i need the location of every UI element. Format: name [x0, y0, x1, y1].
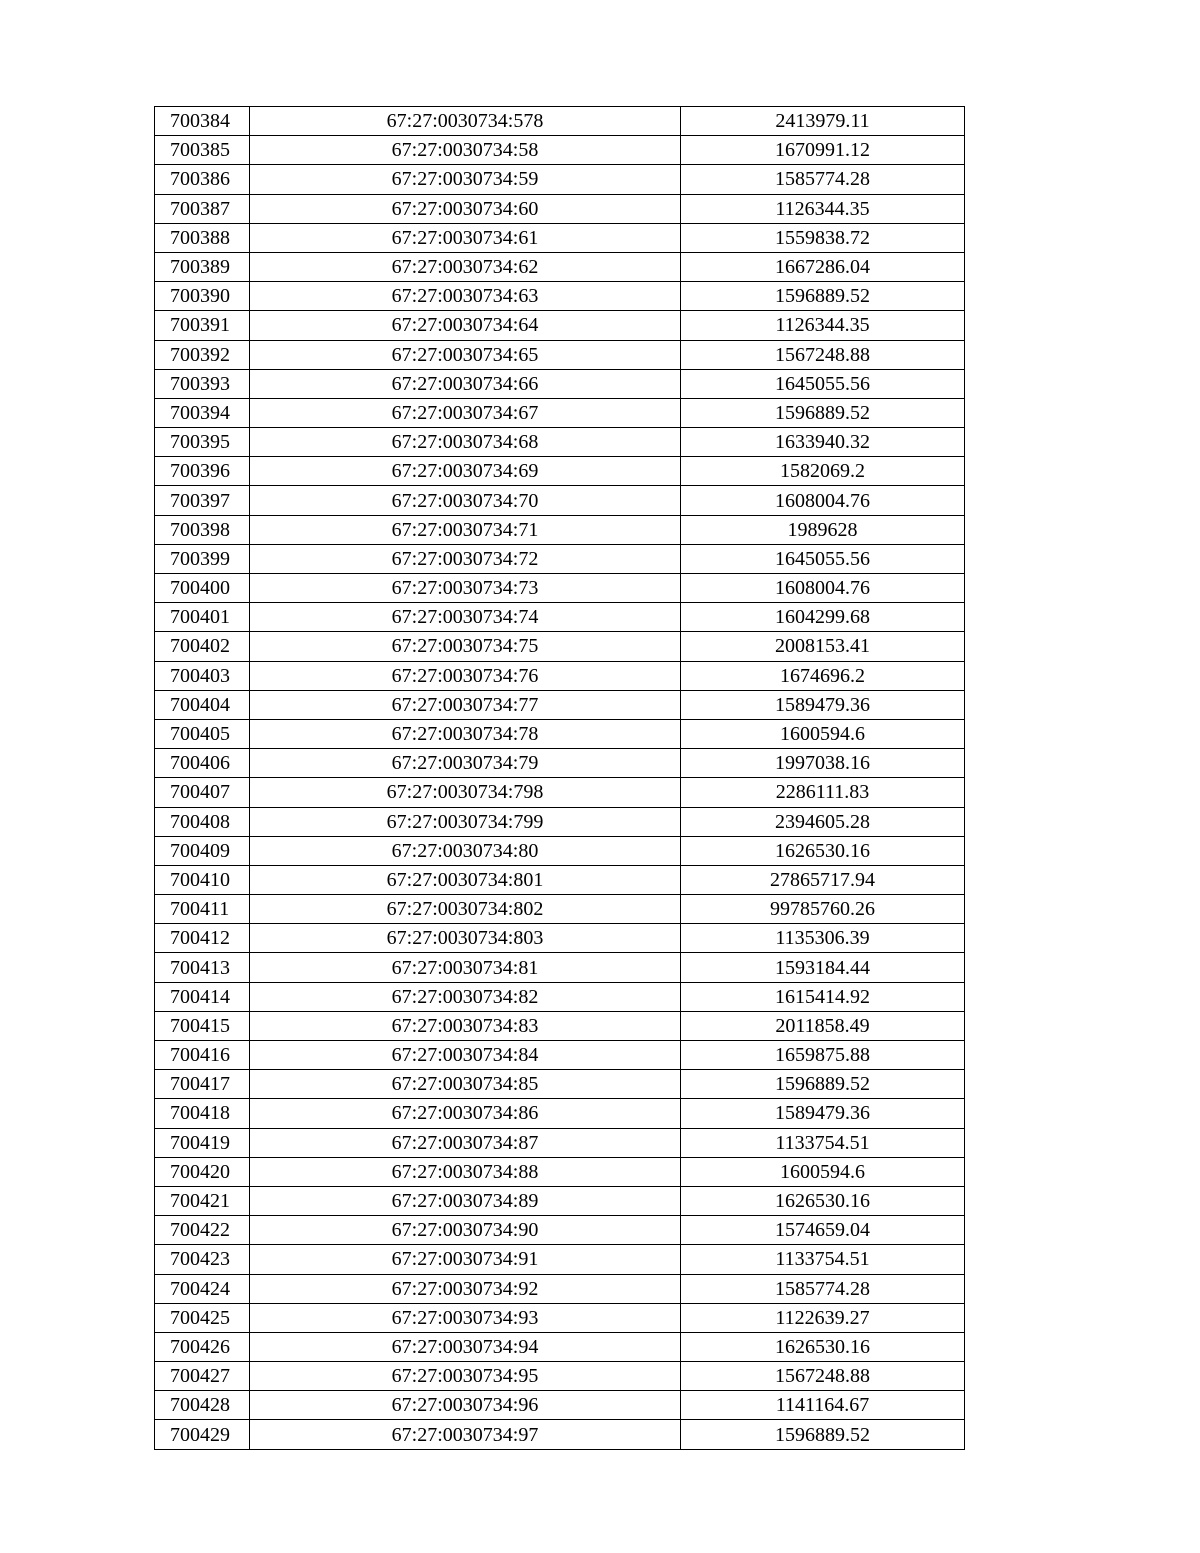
cadastral-number-cell: 67:27:0030734:88 [250, 1157, 681, 1186]
cadastral-number-cell: 67:27:0030734:63 [250, 282, 681, 311]
row-number-cell: 700409 [155, 836, 250, 865]
cadastral-number-cell: 67:27:0030734:799 [250, 807, 681, 836]
table-row [155, 1157, 965, 1186]
table-row [155, 924, 965, 953]
table-row [155, 282, 965, 311]
cadastral-value-cell: 1122639.27 [681, 1303, 965, 1332]
row-number-cell: 700418 [155, 1099, 250, 1128]
cadastral-value-cell: 1596889.52 [681, 398, 965, 427]
row-number-cell: 700398 [155, 515, 250, 544]
table-row [155, 603, 965, 632]
table-row [155, 1099, 965, 1128]
table-row [155, 574, 965, 603]
table-row [155, 1216, 965, 1245]
cadastral-number-cell: 67:27:0030734:59 [250, 165, 681, 194]
cadastral-value-cell: 1589479.36 [681, 690, 965, 719]
cadastral-value-cell: 1997038.16 [681, 749, 965, 778]
cadastral-number-cell: 67:27:0030734:65 [250, 340, 681, 369]
table-row [155, 544, 965, 573]
cadastral-value-cell: 2011858.49 [681, 1011, 965, 1040]
cadastral-number-cell: 67:27:0030734:94 [250, 1332, 681, 1361]
table-row [155, 107, 965, 136]
row-number-cell: 700397 [155, 486, 250, 515]
row-number-cell: 700386 [155, 165, 250, 194]
cadastral-number-cell: 67:27:0030734:86 [250, 1099, 681, 1128]
cadastral-number-cell: 67:27:0030734:92 [250, 1274, 681, 1303]
table-row [155, 865, 965, 894]
table-body [155, 107, 965, 1450]
cadastral-number-cell: 67:27:0030734:74 [250, 603, 681, 632]
cadastral-value-cell: 1126344.35 [681, 311, 965, 340]
cadastral-number-cell: 67:27:0030734:71 [250, 515, 681, 544]
cadastral-value-cell: 1626530.16 [681, 1332, 965, 1361]
cadastral-number-cell: 67:27:0030734:82 [250, 982, 681, 1011]
cadastral-value-cell: 1559838.72 [681, 223, 965, 252]
cadastral-value-cell: 1574659.04 [681, 1216, 965, 1245]
cadastral-number-cell: 67:27:0030734:66 [250, 369, 681, 398]
cadastral-value-cell: 1659875.88 [681, 1041, 965, 1070]
cadastral-value-cell: 1989628 [681, 515, 965, 544]
cadastral-value-cell: 1567248.88 [681, 1362, 965, 1391]
cadastral-number-cell: 67:27:0030734:801 [250, 865, 681, 894]
table-row [155, 194, 965, 223]
table-row [155, 165, 965, 194]
cadastral-value-cell: 1608004.76 [681, 486, 965, 515]
row-number-cell: 700396 [155, 457, 250, 486]
cadastral-value-cell: 1135306.39 [681, 924, 965, 953]
row-number-cell: 700411 [155, 895, 250, 924]
row-number-cell: 700391 [155, 311, 250, 340]
row-number-cell: 700419 [155, 1128, 250, 1157]
cadastral-number-cell: 67:27:0030734:67 [250, 398, 681, 427]
cadastral-number-cell: 67:27:0030734:58 [250, 136, 681, 165]
row-number-cell: 700408 [155, 807, 250, 836]
cadastral-number-cell: 67:27:0030734:96 [250, 1391, 681, 1420]
row-number-cell: 700390 [155, 282, 250, 311]
table-row [155, 398, 965, 427]
table-row [155, 369, 965, 398]
cadastral-value-cell: 1633940.32 [681, 428, 965, 457]
table-row [155, 1303, 965, 1332]
cadastral-value-cell: 1567248.88 [681, 340, 965, 369]
cadastral-value-cell: 1604299.68 [681, 603, 965, 632]
table-row [155, 340, 965, 369]
cadastral-number-cell: 67:27:0030734:90 [250, 1216, 681, 1245]
table-row [155, 1011, 965, 1040]
table-row [155, 311, 965, 340]
row-number-cell: 700417 [155, 1070, 250, 1099]
cadastral-number-cell: 67:27:0030734:81 [250, 953, 681, 982]
cadastral-number-cell: 67:27:0030734:72 [250, 544, 681, 573]
table-row [155, 1420, 965, 1449]
table-row [155, 252, 965, 281]
row-number-cell: 700413 [155, 953, 250, 982]
cadastral-number-cell: 67:27:0030734:73 [250, 574, 681, 603]
cadastral-number-cell: 67:27:0030734:64 [250, 311, 681, 340]
row-number-cell: 700416 [155, 1041, 250, 1070]
table-row [155, 223, 965, 252]
cadastral-number-cell: 67:27:0030734:80 [250, 836, 681, 865]
row-number-cell: 700420 [155, 1157, 250, 1186]
cadastral-value-cell: 1615414.92 [681, 982, 965, 1011]
row-number-cell: 700407 [155, 778, 250, 807]
cadastral-value-table [154, 106, 965, 1450]
table-row [155, 1245, 965, 1274]
cadastral-value-cell: 2394605.28 [681, 807, 965, 836]
cadastral-number-cell: 67:27:0030734:79 [250, 749, 681, 778]
table-row [155, 690, 965, 719]
cadastral-value-cell: 1626530.16 [681, 836, 965, 865]
row-number-cell: 700385 [155, 136, 250, 165]
cadastral-number-cell: 67:27:0030734:87 [250, 1128, 681, 1157]
row-number-cell: 700414 [155, 982, 250, 1011]
table-row [155, 515, 965, 544]
table-row [155, 661, 965, 690]
cadastral-number-cell: 67:27:0030734:84 [250, 1041, 681, 1070]
cadastral-number-cell: 67:27:0030734:91 [250, 1245, 681, 1274]
cadastral-number-cell: 67:27:0030734:60 [250, 194, 681, 223]
cadastral-number-cell: 67:27:0030734:76 [250, 661, 681, 690]
table-row [155, 457, 965, 486]
cadastral-number-cell: 67:27:0030734:802 [250, 895, 681, 924]
table-row [155, 1391, 965, 1420]
cadastral-number-cell: 67:27:0030734:93 [250, 1303, 681, 1332]
row-number-cell: 700421 [155, 1186, 250, 1215]
table-row [155, 1274, 965, 1303]
row-number-cell: 700428 [155, 1391, 250, 1420]
table-row [155, 136, 965, 165]
cadastral-value-cell: 1626530.16 [681, 1186, 965, 1215]
cadastral-value-cell: 1582069.2 [681, 457, 965, 486]
row-number-cell: 700395 [155, 428, 250, 457]
table-row [155, 1041, 965, 1070]
cadastral-value-cell: 27865717.94 [681, 865, 965, 894]
table-row [155, 953, 965, 982]
table-row [155, 1332, 965, 1361]
row-number-cell: 700405 [155, 719, 250, 748]
table-row [155, 632, 965, 661]
row-number-cell: 700410 [155, 865, 250, 894]
cadastral-number-cell: 67:27:0030734:83 [250, 1011, 681, 1040]
cadastral-value-cell: 1645055.56 [681, 544, 965, 573]
cadastral-number-cell: 67:27:0030734:70 [250, 486, 681, 515]
row-number-cell: 700387 [155, 194, 250, 223]
row-number-cell: 700401 [155, 603, 250, 632]
row-number-cell: 700422 [155, 1216, 250, 1245]
table-row [155, 1070, 965, 1099]
cadastral-number-cell: 67:27:0030734:85 [250, 1070, 681, 1099]
row-number-cell: 700429 [155, 1420, 250, 1449]
cadastral-value-cell: 1133754.51 [681, 1128, 965, 1157]
cadastral-value-cell: 1596889.52 [681, 282, 965, 311]
cadastral-value-cell: 1141164.67 [681, 1391, 965, 1420]
row-number-cell: 700388 [155, 223, 250, 252]
cadastral-value-cell: 1670991.12 [681, 136, 965, 165]
row-number-cell: 700403 [155, 661, 250, 690]
table-row [155, 895, 965, 924]
cadastral-number-cell: 67:27:0030734:77 [250, 690, 681, 719]
cadastral-number-cell: 67:27:0030734:61 [250, 223, 681, 252]
row-number-cell: 700394 [155, 398, 250, 427]
cadastral-value-cell: 1596889.52 [681, 1420, 965, 1449]
row-number-cell: 700427 [155, 1362, 250, 1391]
row-number-cell: 700392 [155, 340, 250, 369]
cadastral-value-cell: 99785760.26 [681, 895, 965, 924]
row-number-cell: 700412 [155, 924, 250, 953]
cadastral-value-cell: 1596889.52 [681, 1070, 965, 1099]
table-row [155, 836, 965, 865]
row-number-cell: 700424 [155, 1274, 250, 1303]
row-number-cell: 700402 [155, 632, 250, 661]
table-row [155, 749, 965, 778]
cadastral-value-cell: 1645055.56 [681, 369, 965, 398]
cadastral-value-cell: 1600594.6 [681, 1157, 965, 1186]
cadastral-number-cell: 67:27:0030734:68 [250, 428, 681, 457]
row-number-cell: 700406 [155, 749, 250, 778]
cadastral-number-cell: 67:27:0030734:798 [250, 778, 681, 807]
cadastral-value-cell: 2413979.11 [681, 107, 965, 136]
table-row [155, 1362, 965, 1391]
cadastral-value-cell: 1585774.28 [681, 1274, 965, 1303]
row-number-cell: 700426 [155, 1332, 250, 1361]
cadastral-number-cell: 67:27:0030734:803 [250, 924, 681, 953]
cadastral-value-cell: 1674696.2 [681, 661, 965, 690]
cadastral-value-cell: 2008153.41 [681, 632, 965, 661]
table-row [155, 1186, 965, 1215]
cadastral-number-cell: 67:27:0030734:69 [250, 457, 681, 486]
row-number-cell: 700393 [155, 369, 250, 398]
row-number-cell: 700384 [155, 107, 250, 136]
cadastral-value-cell: 1133754.51 [681, 1245, 965, 1274]
table-row [155, 428, 965, 457]
cadastral-number-cell: 67:27:0030734:89 [250, 1186, 681, 1215]
row-number-cell: 700399 [155, 544, 250, 573]
row-number-cell: 700415 [155, 1011, 250, 1040]
cadastral-number-cell: 67:27:0030734:578 [250, 107, 681, 136]
cadastral-value-cell: 1589479.36 [681, 1099, 965, 1128]
cadastral-number-cell: 67:27:0030734:75 [250, 632, 681, 661]
cadastral-value-cell: 1600594.6 [681, 719, 965, 748]
cadastral-value-cell: 2286111.83 [681, 778, 965, 807]
table-row [155, 807, 965, 836]
table-row [155, 486, 965, 515]
cadastral-value-cell: 1667286.04 [681, 252, 965, 281]
row-number-cell: 700400 [155, 574, 250, 603]
cadastral-number-cell: 67:27:0030734:78 [250, 719, 681, 748]
cadastral-value-cell: 1585774.28 [681, 165, 965, 194]
cadastral-value-cell: 1608004.76 [681, 574, 965, 603]
cadastral-value-cell: 1126344.35 [681, 194, 965, 223]
cadastral-number-cell: 67:27:0030734:62 [250, 252, 681, 281]
table-row [155, 778, 965, 807]
table-row [155, 982, 965, 1011]
table-row [155, 1128, 965, 1157]
table-row [155, 719, 965, 748]
cadastral-number-cell: 67:27:0030734:95 [250, 1362, 681, 1391]
cadastral-value-cell: 1593184.44 [681, 953, 965, 982]
row-number-cell: 700425 [155, 1303, 250, 1332]
row-number-cell: 700404 [155, 690, 250, 719]
cadastral-number-cell: 67:27:0030734:97 [250, 1420, 681, 1449]
row-number-cell: 700389 [155, 252, 250, 281]
row-number-cell: 700423 [155, 1245, 250, 1274]
